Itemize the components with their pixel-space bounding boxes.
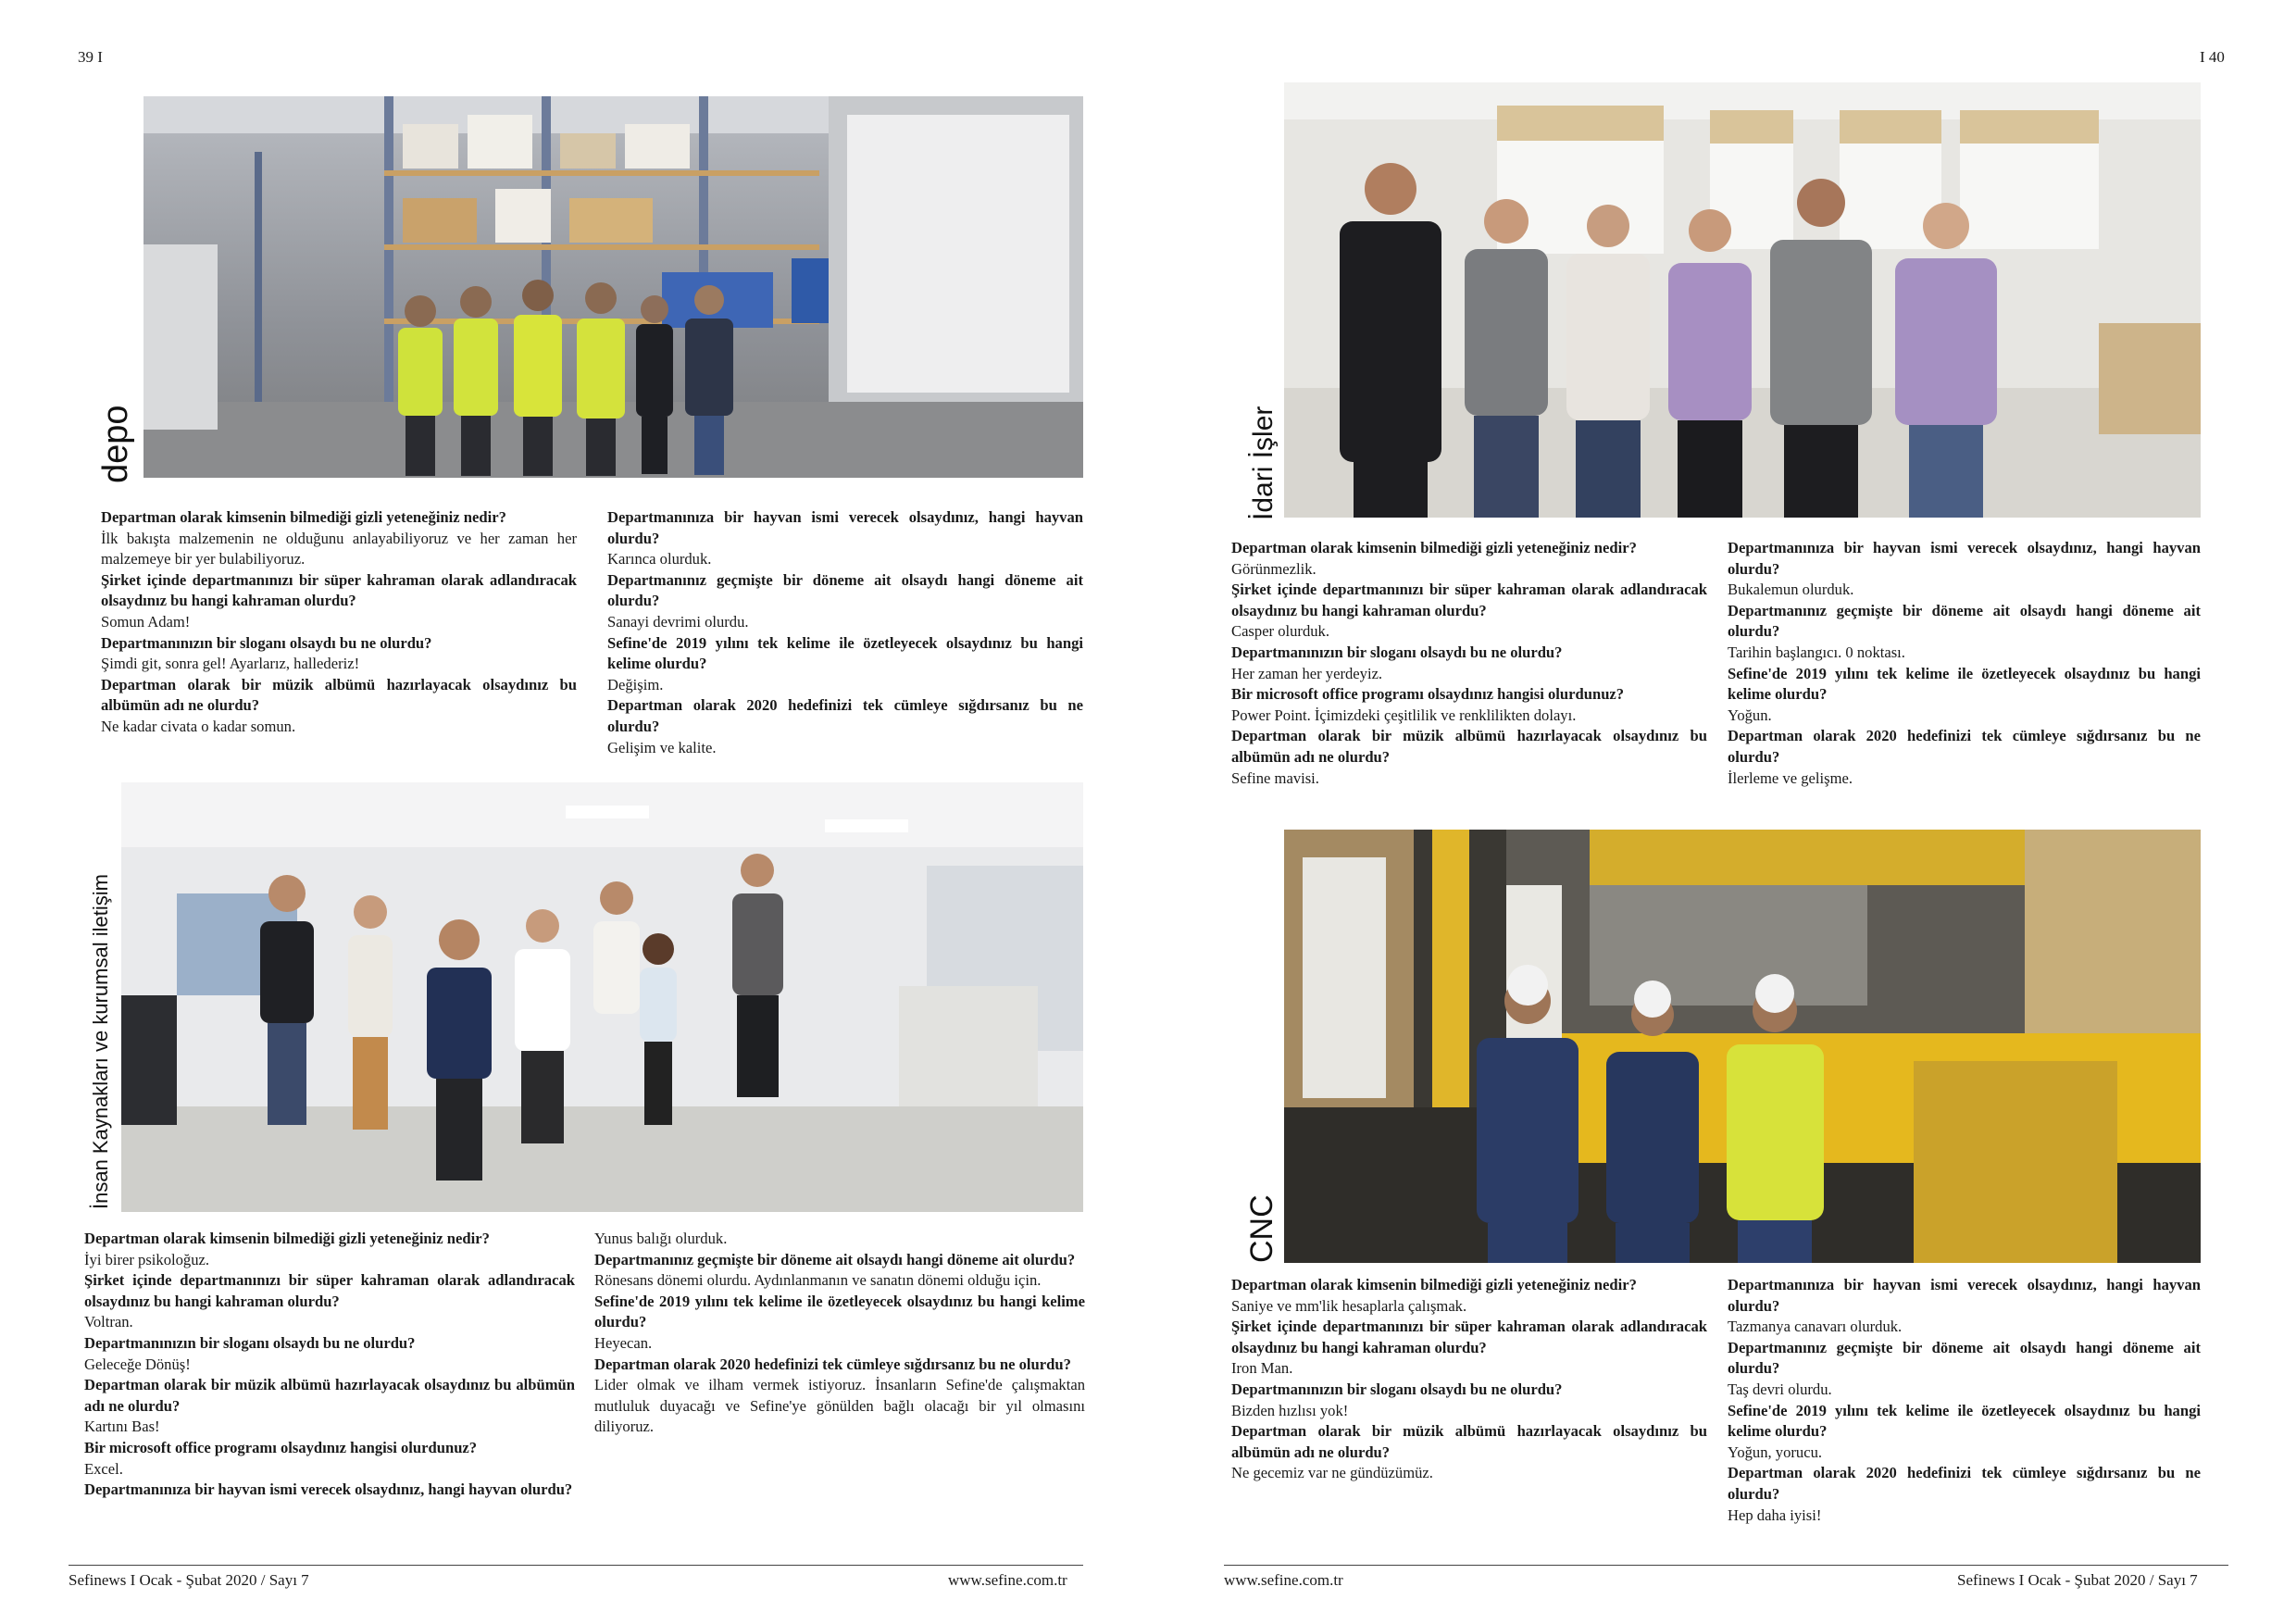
question: Departman olarak kimsenin bilmediği gizli yeteneğiniz nedir? [1231, 539, 1637, 556]
answer: İlk bakışta malzemenin ne olduğunu anlayabiliyoruz ve her zaman her malzemeye bir yer bulabiliyoruz. [101, 529, 577, 568]
question: Departman olarak bir müzik albümü hazırlayacak olsaydınız bu albümün adı ne olurdu? [84, 1376, 575, 1415]
page-number: I 40 [2200, 48, 2225, 66]
footer-publication: Sefinews I Ocak - Şubat 2020 / Sayı 7 [69, 1571, 309, 1589]
section-label-hr: İnsan Kaynakları ve kurumsal iletişim [89, 874, 112, 1209]
footer-publication: Sefinews I Ocak - Şubat 2020 / Sayı 7 [1957, 1571, 2198, 1589]
answer: Power Point. İçimizdeki çeşitlilik ve renklilikten dolayı. [1231, 706, 1577, 724]
question: Departman olarak 2020 hedefinizi tek cümleye sığdırsanız bu ne olurdu? [607, 696, 1083, 735]
question: Departman olarak bir müzik albümü hazırlayacak olsaydınız bu albümün adı ne olurdu? [101, 675, 577, 715]
hr-qa-column-1 [84, 1229, 575, 1501]
answer: Tarihin başlangıcı. 0 noktası. [1728, 643, 1905, 661]
question: Departman olarak kimsenin bilmediği gizli yeteneğiniz nedir? [84, 1230, 490, 1247]
question: Departman olarak kimsenin bilmediği gizli yeteneğiniz nedir? [1231, 1276, 1637, 1293]
page-number: 39 I [78, 48, 103, 66]
question: Departmanınızın bir sloganı olsaydı bu ne olurdu? [101, 633, 432, 652]
question: Departmanınıza bir hayvan ismi verecek olsaydınız, hangi hayvan olurdu? [1728, 1276, 2201, 1315]
footer-rule [69, 1565, 1083, 1566]
question: Sefine'de 2019 yılını tek kelime ile özetleyecek olsaydınız bu hangi kelime olurdu? [607, 633, 1083, 673]
depo-qa-column-1 [101, 507, 577, 738]
cnc-team-photo [1284, 830, 2201, 1263]
answer: Iron Man. [1231, 1359, 1293, 1378]
answer: Görünmezlik. [1231, 559, 1316, 578]
answer: Voltran. [84, 1313, 133, 1331]
answer: Rönesans dönemi olurdu. Aydınlanmanın ve sanatın dönemi olduğu için. [594, 1271, 1042, 1290]
answer: Bukalemun olurduk. [1728, 581, 1854, 599]
answer: Sefine mavisi. [1231, 768, 1319, 787]
section-label-admin: İdari İşler [1248, 406, 1279, 520]
question: Departman olarak bir müzik albümü hazırlayacak olsaydınız bu albümün adı ne olurdu? [1231, 1422, 1707, 1461]
cnc-qa-column-1 [1231, 1275, 1707, 1484]
question: Bir microsoft office programı olsaydınız hangisi olurdunuz? [1231, 685, 1625, 704]
question: Departman olarak 2020 hedefinizi tek cümleye sığdırsanız bu ne olurdu? [1728, 1464, 2201, 1503]
answer: Saniye ve mm'lik hesaplarla çalışmak. [1231, 1296, 1467, 1315]
question: Departmanınızın bir sloganı olsaydı bu ne olurdu? [84, 1333, 416, 1352]
question: Departman olarak kimsenin bilmediği gizli yeteneğiniz nedir? [101, 508, 506, 526]
answer: Ne kadar civata o kadar somun. [101, 717, 296, 735]
answer: Tazmanya canavarı olurduk. [1728, 1318, 1903, 1336]
admin-qa-column-2 [1728, 538, 2201, 789]
right-page [1148, 0, 2296, 1624]
hr-team-photo [121, 782, 1083, 1212]
question: Departmanınızın bir sloganı olsaydı bu ne olurdu? [1231, 1380, 1563, 1398]
answer: Karınca olurduk. [607, 550, 712, 568]
question: Departman olarak 2020 hedefinizi tek cümleye sığdırsanız bu ne olurdu? [594, 1355, 1071, 1373]
section-label-cnc: CNC [1244, 1194, 1279, 1263]
question: Sefine'de 2019 yılını tek kelime ile özetleyecek olsaydınız bu hangi kelime olurdu? [1728, 664, 2201, 704]
section-label-depo: depo [96, 405, 135, 483]
footer-website: www.sefine.com.tr [948, 1571, 1067, 1589]
question: Şirket içinde departmanınızı bir süper kahraman olarak adlandıracak olsaydınız bu hangi kahraman olurdu? [1231, 581, 1707, 619]
question: Departmanınıza bir hayvan ismi verecek olsaydınız, hangi hayvan olurdu? [607, 508, 1083, 547]
answer: Somun Adam! [101, 612, 191, 631]
answer: Taş devri olurdu. [1728, 1380, 1832, 1398]
admin-qa-column-1 [1231, 538, 1707, 789]
answer: Excel. [84, 1459, 123, 1478]
question: Sefine'de 2019 yılını tek kelime ile özetleyecek olsaydınız bu hangi kelime olurdu? [1728, 1401, 2201, 1441]
answer: Hep daha iyisi! [1728, 1505, 1822, 1524]
answer: Şimdi git, sonra gel! Ayarlarız, hallederiz! [101, 655, 360, 673]
question: Departmanınızın bir sloganı olsaydı bu ne olurdu? [1231, 643, 1563, 661]
question: Departmanınız geçmişte bir döneme ait olsaydı hangi döneme ait olurdu? [594, 1250, 1076, 1268]
answer: Ne gecemiz var ne gündüzümüz. [1231, 1464, 1433, 1482]
footer-rule [1224, 1565, 2228, 1566]
answer: Bizden hızlısı yok! [1231, 1401, 1349, 1419]
answer: Lider olmak ve ilham vermek istiyoruz. İnsanların Sefine'de çalışmaktan mutluluk duyacağı ve Sefine'ye gönülden bağlı olacağı bir yıl olmasını diliyoruz. [594, 1376, 1085, 1436]
question: Şirket içinde departmanınızı bir süper kahraman olarak adlandıracak olsaydınız bu hangi kahraman olurdu? [1231, 1318, 1707, 1356]
admin-team-photo [1284, 82, 2201, 518]
question: Departmanınız geçmişte bir döneme ait olsaydı hangi döneme ait olurdu? [607, 570, 1083, 610]
question: Sefine'de 2019 yılını tek kelime ile özetleyecek olsaydınız bu hangi kelime olurdu? [594, 1292, 1085, 1331]
answer: Yoğun, yorucu. [1728, 1443, 1823, 1461]
question: Şirket içinde departmanınızı bir süper kahraman olarak adlandıracak olsaydınız bu hangi kahraman olurdu? [84, 1271, 575, 1310]
answer: İyi birer psikoloğuz. [84, 1250, 210, 1268]
answer: Yunus balığı olurduk. [594, 1230, 728, 1247]
question: Departmanınız geçmişte bir döneme ait olsaydı hangi döneme ait olurdu? [1728, 601, 2201, 641]
question: Departmanınıza bir hayvan ismi verecek olsaydınız, hangi hayvan olurdu? [1728, 539, 2201, 578]
answer: Heyecan. [594, 1333, 653, 1352]
answer: Yoğun. [1728, 706, 1772, 724]
footer-website: www.sefine.com.tr [1224, 1571, 1343, 1589]
answer: Casper olurduk. [1231, 622, 1329, 641]
question: Departman olarak 2020 hedefinizi tek cümleye sığdırsanız bu ne olurdu? [1728, 727, 2201, 766]
answer: Geleceğe Dönüş! [84, 1355, 191, 1373]
depo-qa-column-2 [607, 507, 1083, 758]
question: Departmanınıza bir hayvan ismi verecek olsaydınız, hangi hayvan olurdu? [84, 1480, 573, 1499]
question: Bir microsoft office programı olsaydınız hangisi olurdunuz? [84, 1438, 478, 1456]
cnc-qa-column-2 [1728, 1275, 2201, 1526]
answer: Her zaman her yerdeyiz. [1231, 664, 1383, 682]
question: Departman olarak bir müzik albümü hazırlayacak olsaydınız bu albümün adı ne olurdu? [1231, 727, 1707, 766]
answer: İlerleme ve gelişme. [1728, 768, 1853, 787]
answer: Gelişim ve kalite. [607, 738, 717, 756]
warehouse-team-photo [144, 96, 1083, 478]
hr-qa-column-2 [594, 1229, 1085, 1438]
answer: Değişim. [607, 675, 664, 693]
question: Departmanınız geçmişte bir döneme ait olsaydı hangi döneme ait olurdu? [1728, 1338, 2201, 1378]
question: Şirket içinde departmanınızı bir süper kahraman olarak adlandıracak olsaydınız bu hangi kahraman olurdu? [101, 570, 577, 610]
answer: Sanayi devrimi olurdu. [607, 612, 749, 631]
answer: Kartını Bas! [84, 1418, 160, 1436]
